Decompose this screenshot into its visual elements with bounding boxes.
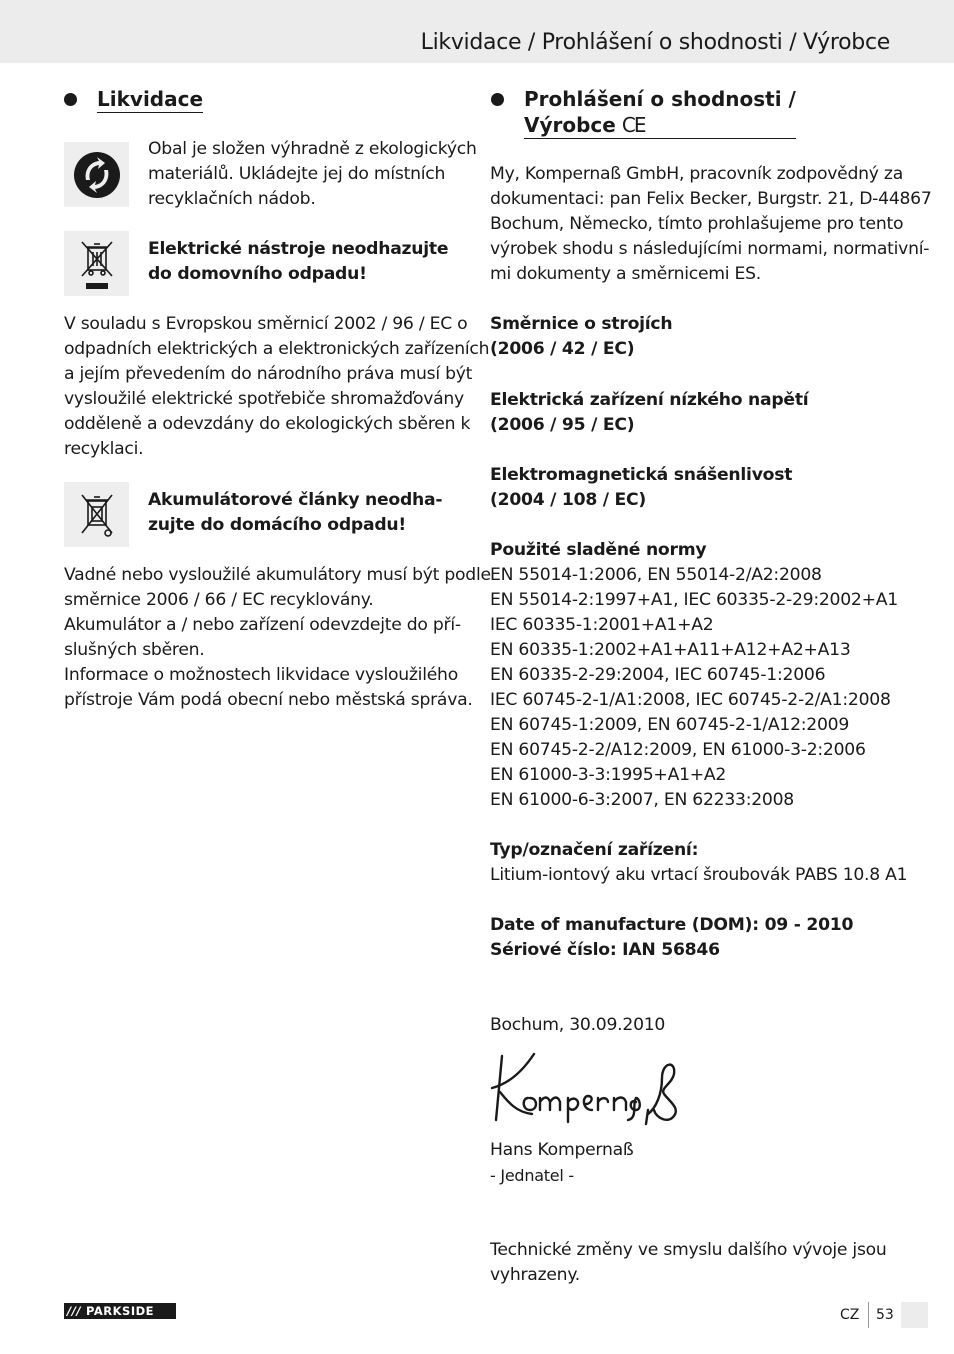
bullet-icon [491, 93, 504, 106]
standards-heading: Použité sladěné normy [490, 540, 707, 560]
technical-changes-note: Technické změny ve smyslu dalšího vývoje jsou vyhrazeny. [490, 1240, 887, 1285]
footer-tab [901, 1302, 928, 1328]
crossed-out-wheelie-bin-icon [74, 236, 120, 292]
declaration-intro: My, Kompernaß GmbH, pracovník zodpovědný za dokumentaci: pan Felix Becker, Burgstr. 21, D-44867 Bochum, Německo, tímto prohlašujeme pro tento výrobek shodu s následujícími normami, normativní- mi dokumenty a směrnicemi ES. [490, 164, 932, 284]
weee-icon-box [64, 231, 129, 296]
harmonised-standards: Použité sladěné normy EN 55014-1:2006, EN 55014-2/A2:2008 EN 55014-2:1997+A1, IEC 60335-2-29:2002+A1 IEC 60335-1:2001+A1+A2 EN 60335-1:2002+A1+A11+A12+A2+A13 EN 60335-2-29:2004, IEC 60745-1:2006 IEC 60745-2-1/A1:2008, IEC 60745-2-2/A1:2008 EN 60745-1:2009, EN 60745-2-1/A12:2009 EN 60745-2-2/A12:2009, EN 61000-3-2:2006 EN 61000-3-3:1995+A1+A2 EN 61000-6-3:2007, EN 62233:2008 [490, 540, 898, 810]
bullet-icon [64, 93, 77, 106]
page-title: Likvidace / Prohlášení o shodnosti / Výrobce [420, 30, 890, 55]
crossed-out-battery-bin-icon [74, 489, 120, 541]
weee-warning: Elektrické nástroje neodhazujte do domovního odpadu! [148, 239, 449, 284]
battery-warning: Akumulátorové články neodha- zujte do domácího odpadu! [148, 490, 443, 535]
place-date: Bochum, 30.09.2010 [490, 1015, 666, 1035]
section-heading-disposal: Likvidace [64, 86, 203, 113]
footer-divider [868, 1302, 869, 1328]
parkside-logo: /// PARKSIDE [64, 1303, 176, 1319]
language-code: CZ [840, 1307, 860, 1323]
device-type: Typ/označení zařízení: Litium-iontový aku vrtací šroubovák PABS 10.8 A1 [490, 840, 908, 885]
signer: Hans Kompernaß - Jednatel - [490, 1140, 634, 1185]
page-number: 53 [876, 1307, 894, 1323]
weee-text: V souladu s Evropskou směrnicí 2002 / 96 / EC o odpadních elektrických a elektronických zařízeních a jejím převedením do národního práva musí být vysloužilé elektrické spotřebiče shromažďovány odděleně a odevzdány do ekologických sběren k recyklaci. [64, 314, 490, 459]
battery-text: Vadné nebo vysloužilé akumulátory musí být podle směrnice 2006 / 66 / EC recyklovány. Akumulátor a / nebo zařízení odevzdejte do pří- slušných sběren. Informace o možnostech likvidace vysloužilého přístroje Vám podá obecní nebo městská správa. [64, 565, 491, 710]
section-heading-declaration: Prohlášení o shodnosti / Výrobce CE [491, 86, 796, 139]
recycling-icon-box [64, 142, 129, 207]
packaging-text: Obal je složen výhradně z ekologických materiálů. Ukládejte jej do místních recyklačních nádob. [148, 139, 477, 209]
signature-image [488, 1048, 688, 1126]
directive-emc: Elektromagnetická snášenlivost (2004 / 108 / EC) [490, 465, 793, 510]
ce-mark: CE [621, 113, 645, 137]
green-dot-recycling-icon [72, 150, 122, 200]
battery-icon-box [64, 482, 129, 547]
directive-low-voltage: Elektrická zařízení nízkého napětí (2006 / 95 / EC) [490, 390, 809, 435]
manufacture-info: Date of manufacture (DOM): 09 - 2010 Sériové číslo: IAN 56846 [490, 915, 854, 960]
directive-machinery: Směrnice o strojích (2006 / 42 / EC) [490, 314, 673, 359]
